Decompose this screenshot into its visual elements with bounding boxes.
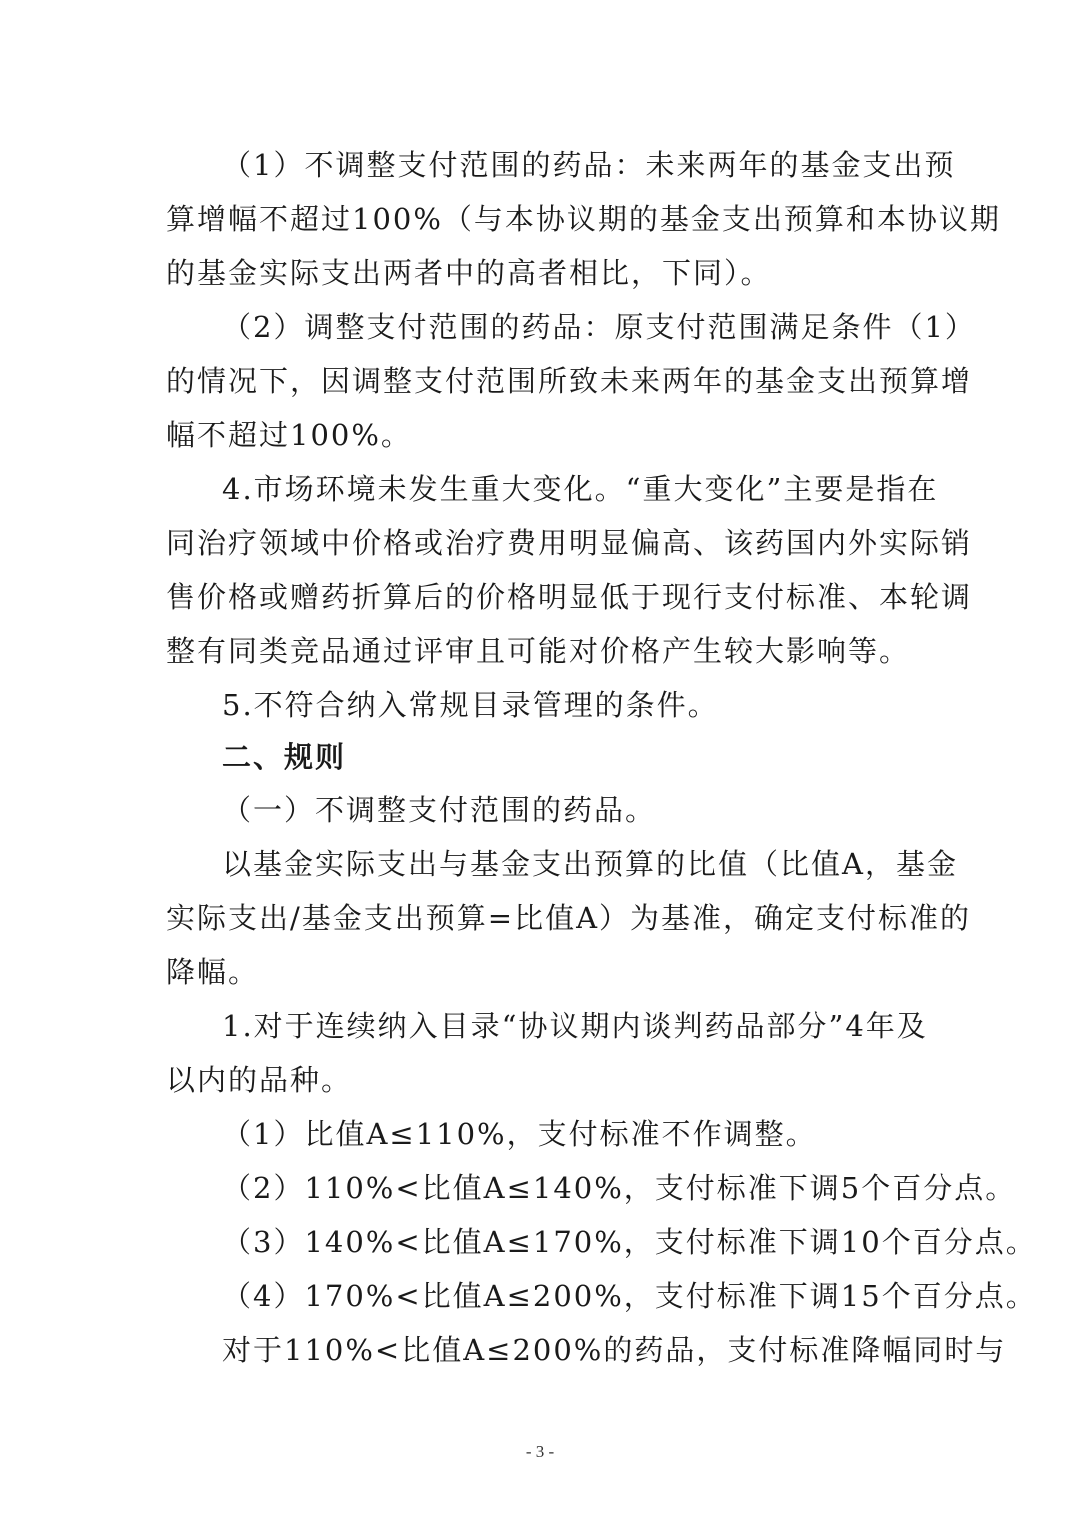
paragraph-line: （2）调整支付范围的药品：原支付范围满足条件（1） [222,310,976,344]
paragraph-line: 降幅。 [166,955,260,989]
list-item: （4）170%<比值A≤200%，支付标准下调15个百分点。 [222,1279,1037,1313]
list-item: （2）110%<比值A≤140%，支付标准下调5个百分点。 [222,1171,1017,1205]
paragraph-line: 以基金实际支出与基金支出预算的比值（比值A，基金 [222,847,958,881]
paragraph-line: 幅不超过100%。 [166,418,412,452]
paragraph-line: 的情况下，因调整支付范围所致未来两年的基金支出预算增 [166,364,973,398]
subsection-heading: （一）不调整支付范围的药品。 [222,793,657,827]
paragraph-line: 5.不符合纳入常规目录管理的条件。 [222,688,719,722]
paragraph-line: 1.对于连续纳入目录“协议期内谈判药品部分”4年及 [222,1009,928,1043]
paragraph-line: 整有同类竞品通过评审且可能对价格产生较大影响等。 [166,634,911,668]
paragraph-line: 对于110%<比值A≤200%的药品，支付标准降幅同时与 [222,1333,1007,1367]
list-item: （1）比值A≤110%，支付标准不作调整。 [222,1117,817,1151]
paragraph-line: 售价格或赠药折算后的价格明显低于现行支付标准、本轮调 [166,580,973,614]
paragraph-line: 实际支出/基金支出预算=比值A）为基准，确定支付标准的 [166,901,972,935]
paragraph-line: （1）不调整支付范围的药品：未来两年的基金支出预 [222,148,956,182]
paragraph-line: 算增幅不超过100%（与本协议期的基金支出预算和本协议期 [166,202,1001,236]
section-heading: 二、规则 [222,740,347,774]
page-number: - 3 - [525,1442,555,1461]
list-item: （3）140%<比值A≤170%，支付标准下调10个百分点。 [222,1225,1037,1259]
paragraph-line: 的基金实际支出两者中的高者相比，下同）。 [166,256,772,290]
paragraph-line: 以内的品种。 [166,1063,353,1097]
paragraph-line: 同治疗领域中价格或治疗费用明显偏高、该药国内外实际销 [166,526,973,560]
paragraph-line: 4.市场环境未发生重大变化。“重大变化”主要是指在 [222,472,939,506]
